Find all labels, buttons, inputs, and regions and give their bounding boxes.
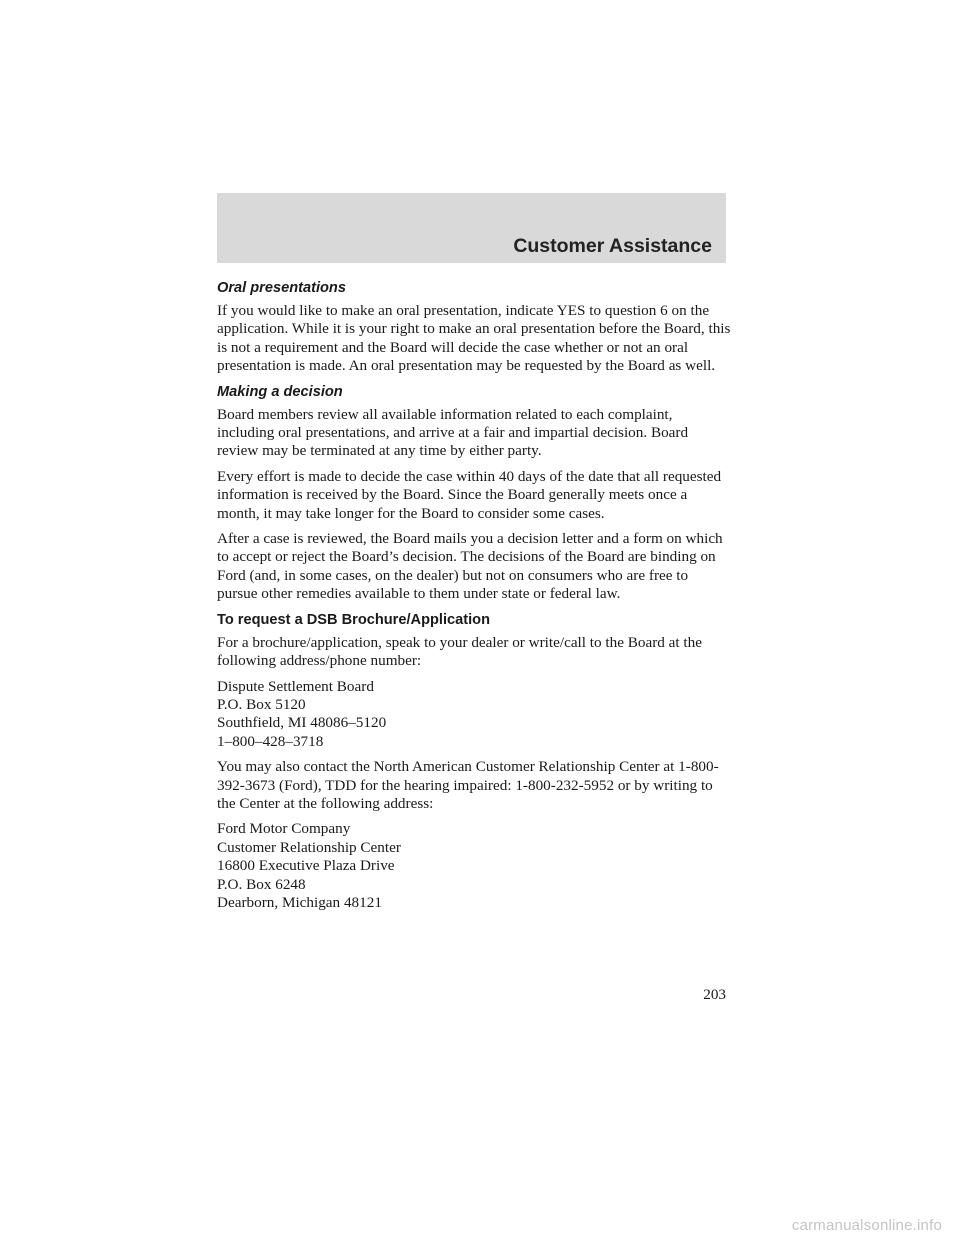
address-line: Southfield, MI 48086–5120 <box>217 714 387 732</box>
paragraph-contact-center: You may also contact the North American Customer Relationship Center at 1-800-392-3673 (Ford), TDD for the hearing impaired: 1-800-232-5952 or by writing to the Center at the following address: <box>217 758 719 812</box>
paragraph-decision-timing: Every effort is made to decide the case within 40 days of the date that all requested information is received by the Board. Since the Board generally meets once a month, it may take longer for the Board to consider some cases. <box>217 467 722 522</box>
ford-address-block <box>217 820 732 912</box>
address-line: Dispute Settlement Board <box>217 677 374 695</box>
page-content <box>217 279 732 919</box>
address-line: 16800 Executive Plaza Drive <box>217 857 395 875</box>
watermark: carmanualsonline.info <box>791 1217 942 1234</box>
heading-request-brochure: To request a DSB Brochure/Application <box>217 611 490 628</box>
paragraph-decision-letter: After a case is reviewed, the Board mails you a decision letter and a form on which to accept or reject the Board’s decision. The decisions of the Board are binding on Ford (and, in some cases, on the dealer) but not on consumers who are free to pursue other remedies available to them under state or federal law. <box>217 530 723 603</box>
heading-making-a-decision: Making a decision <box>217 383 343 400</box>
address-line: Ford Motor Company <box>217 820 351 838</box>
section-title: Customer Assistance <box>513 235 712 257</box>
address-line: P.O. Box 6248 <box>217 875 306 893</box>
phone-line: 1–800–428–3718 <box>217 732 324 750</box>
paragraph-request-brochure: For a brochure/application, speak to your dealer or write/call to the Board at the following address/phone number: <box>217 633 702 670</box>
heading-oral-presentations: Oral presentations <box>217 280 346 296</box>
paragraph-board-review: Board members review all available information related to each complaint, including oral presentations, and arrive at a fair and impartial decision. Board review may be terminated at any time by either party. <box>217 405 689 460</box>
address-line: Customer Relationship Center <box>217 838 401 856</box>
address-line: P.O. Box 5120 <box>217 695 306 713</box>
address-line: Dearborn, Michigan 48121 <box>217 893 382 911</box>
page-number: 203 <box>703 986 726 1003</box>
section-header-band <box>217 193 726 263</box>
paragraph-oral-presentations: If you would like to make an oral presentation, indicate YES to question 6 on the application. While it is your right to make an oral presentation before the Board, this is not a requirement and the Board will decide the case whether or not an oral presentation is made. An oral presentation may be requested by the Board as well. <box>217 302 731 375</box>
dsb-address-block <box>217 678 732 752</box>
